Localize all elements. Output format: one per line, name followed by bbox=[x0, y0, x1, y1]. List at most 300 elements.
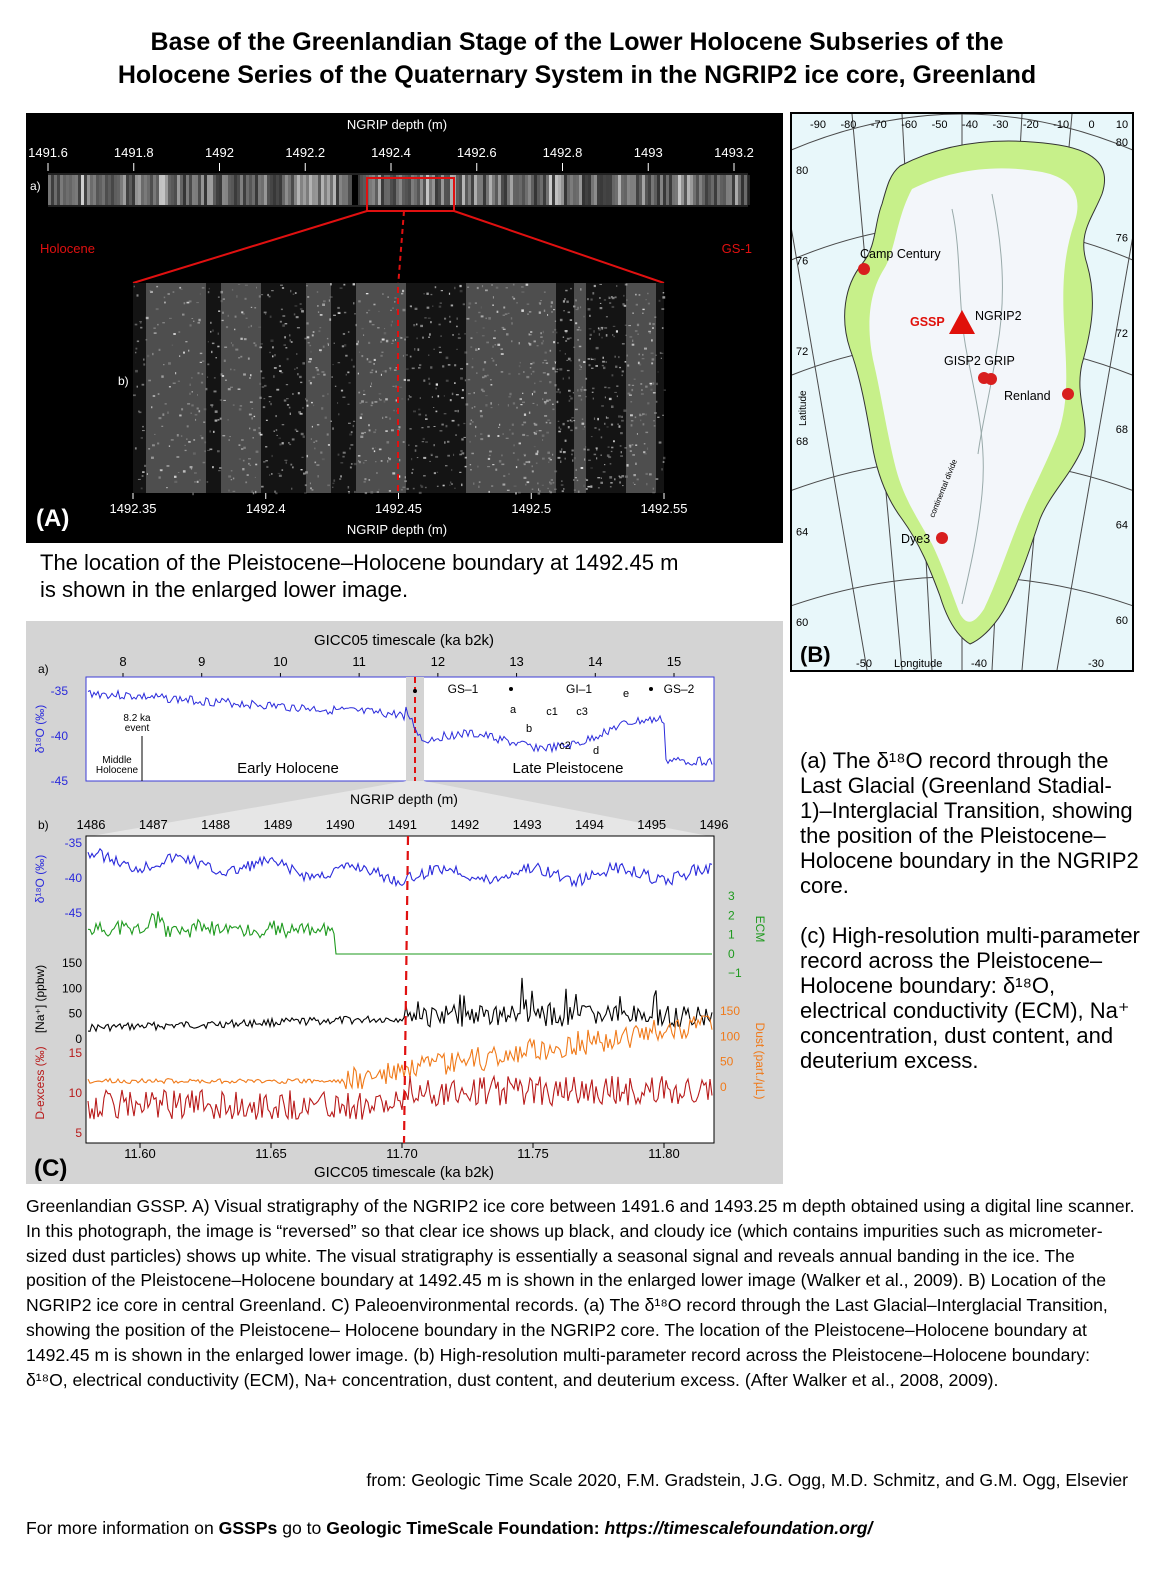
speckle bbox=[143, 363, 145, 365]
speckle bbox=[647, 402, 649, 404]
speckle bbox=[497, 311, 499, 313]
speckle bbox=[628, 384, 630, 385]
speckle bbox=[282, 469, 284, 471]
speckle bbox=[575, 409, 578, 410]
speckle bbox=[135, 352, 136, 354]
speckle bbox=[540, 336, 543, 338]
speckle bbox=[594, 454, 597, 456]
speckle bbox=[349, 434, 352, 436]
speckle bbox=[441, 424, 443, 426]
panel-a-top-tick: 1492 bbox=[205, 145, 234, 160]
speckle bbox=[255, 464, 257, 466]
speckle bbox=[298, 392, 300, 394]
speckle bbox=[528, 342, 529, 344]
speckle bbox=[200, 293, 201, 294]
speckle bbox=[524, 477, 527, 479]
speckle bbox=[266, 466, 268, 468]
speckle bbox=[241, 448, 243, 450]
speckle bbox=[534, 383, 535, 385]
chart-b-d18o-tick: -40 bbox=[64, 871, 82, 885]
strip-band bbox=[66, 175, 69, 205]
panel-c-bottom-ticks bbox=[124, 1143, 680, 1161]
speckle bbox=[358, 373, 359, 375]
speckle bbox=[223, 400, 226, 401]
speckle bbox=[542, 398, 543, 400]
panel-b-svg bbox=[792, 114, 1132, 670]
speckle bbox=[516, 302, 518, 303]
speckle bbox=[278, 473, 281, 474]
speckle bbox=[406, 369, 409, 370]
speckle bbox=[402, 487, 405, 489]
speckle bbox=[582, 386, 583, 388]
speckle bbox=[446, 425, 448, 427]
speckle bbox=[347, 372, 349, 374]
core-enlarged-bands bbox=[146, 283, 656, 493]
speckle bbox=[173, 333, 176, 335]
speckle bbox=[139, 321, 142, 322]
speckle bbox=[592, 388, 594, 390]
speckle bbox=[404, 480, 407, 482]
speckle bbox=[386, 340, 388, 343]
speckle bbox=[312, 377, 315, 379]
speckle bbox=[550, 350, 552, 352]
speckle bbox=[209, 288, 210, 290]
speckle bbox=[627, 365, 629, 367]
speckle bbox=[474, 406, 476, 408]
speckle bbox=[284, 336, 286, 338]
speckle bbox=[205, 388, 207, 390]
speckle bbox=[488, 435, 490, 437]
speckle bbox=[428, 378, 429, 380]
speckle bbox=[203, 462, 206, 464]
speckle bbox=[435, 456, 438, 458]
strip-band bbox=[615, 175, 618, 205]
speckle bbox=[309, 380, 311, 381]
speckle bbox=[480, 410, 482, 412]
speckle bbox=[432, 396, 433, 398]
marker-dot-3 bbox=[649, 687, 653, 691]
speckle bbox=[461, 397, 464, 399]
strip-band bbox=[480, 175, 483, 205]
chart-a-ytick: -40 bbox=[50, 729, 68, 743]
speckle bbox=[263, 406, 265, 408]
speckle bbox=[643, 451, 645, 453]
speckle bbox=[389, 458, 391, 460]
speckle bbox=[337, 402, 338, 403]
strip-band bbox=[597, 175, 600, 205]
speckle bbox=[644, 453, 647, 455]
speckle bbox=[608, 387, 611, 389]
speckle bbox=[310, 487, 312, 489]
strip-band bbox=[606, 175, 609, 205]
strip-band bbox=[225, 175, 228, 205]
speckle bbox=[598, 487, 600, 488]
speckle bbox=[420, 397, 421, 399]
speckle bbox=[547, 488, 549, 489]
strip-band bbox=[519, 175, 522, 205]
speckle bbox=[606, 316, 608, 317]
speckle bbox=[173, 383, 176, 385]
panel-a-top-axis-title: NGRIP depth (m) bbox=[346, 117, 448, 132]
speckle bbox=[214, 391, 217, 393]
speckle bbox=[259, 347, 262, 349]
strip-band bbox=[288, 175, 291, 205]
speckle bbox=[604, 387, 606, 389]
speckle bbox=[216, 357, 217, 358]
speckle bbox=[503, 307, 505, 309]
speckle bbox=[560, 391, 561, 393]
speckle bbox=[200, 362, 202, 363]
speckle bbox=[304, 338, 307, 340]
strip-band bbox=[711, 175, 714, 205]
speckle bbox=[612, 374, 614, 376]
enlarged-band bbox=[306, 283, 331, 493]
speckle bbox=[354, 491, 356, 493]
speckle bbox=[284, 460, 287, 461]
speckle bbox=[519, 443, 521, 445]
strip-band bbox=[60, 175, 63, 205]
speckle bbox=[342, 397, 345, 399]
strip-band bbox=[114, 175, 117, 205]
speckle bbox=[580, 329, 581, 331]
panel-a-bottom-ticks bbox=[110, 493, 688, 516]
speckle bbox=[370, 491, 373, 493]
panel-c-top-title: GICC05 timescale (ka b2k) bbox=[313, 632, 495, 649]
speckle bbox=[202, 287, 205, 289]
speckle bbox=[348, 491, 350, 492]
speckle bbox=[306, 322, 308, 324]
speckle bbox=[576, 300, 577, 301]
speckle bbox=[291, 341, 293, 343]
strip-band bbox=[189, 175, 192, 205]
panel-a-caption-line-1: The location of the Pleistocene–Holocene boundary at 1492.45 m bbox=[40, 550, 679, 575]
speckle bbox=[444, 441, 445, 443]
speckle bbox=[543, 340, 544, 342]
speckle bbox=[340, 475, 342, 477]
speckle bbox=[581, 390, 583, 392]
page-title bbox=[0, 26, 1154, 92]
speckle bbox=[649, 323, 651, 325]
speckle bbox=[269, 396, 272, 397]
speckle bbox=[453, 454, 454, 456]
speckle bbox=[365, 492, 367, 494]
speckle bbox=[497, 344, 500, 346]
speckle bbox=[274, 491, 276, 493]
speckle bbox=[225, 380, 227, 382]
speckle bbox=[322, 458, 325, 460]
speckle bbox=[518, 373, 520, 374]
speckle bbox=[281, 372, 284, 373]
panel-c-label: (C) bbox=[34, 1155, 68, 1182]
speckle bbox=[417, 457, 419, 458]
speckle bbox=[565, 290, 567, 292]
speckle bbox=[418, 367, 421, 368]
speckle bbox=[600, 307, 603, 309]
strip-band bbox=[735, 175, 738, 205]
dust-tick: 100 bbox=[720, 1029, 741, 1044]
speckle bbox=[513, 284, 515, 286]
speckle bbox=[158, 393, 160, 395]
speckle bbox=[570, 360, 572, 361]
speckle bbox=[328, 444, 330, 446]
speckle bbox=[486, 318, 487, 320]
speckle bbox=[411, 458, 412, 460]
strip-band bbox=[513, 175, 516, 205]
speckle bbox=[573, 306, 575, 308]
strip-band bbox=[363, 175, 366, 205]
speckle bbox=[651, 353, 654, 355]
speckle bbox=[314, 448, 315, 450]
speckle bbox=[529, 311, 531, 313]
speckle bbox=[492, 346, 494, 348]
speckle bbox=[372, 324, 375, 325]
speckle bbox=[433, 444, 435, 446]
speckle bbox=[597, 477, 600, 478]
speckle bbox=[343, 452, 346, 454]
speckle bbox=[565, 340, 567, 342]
speckle bbox=[622, 485, 624, 486]
speckle bbox=[568, 377, 570, 380]
speckle bbox=[207, 364, 209, 366]
speckle bbox=[623, 295, 625, 297]
speckle bbox=[435, 286, 437, 288]
speckle bbox=[195, 419, 196, 421]
speckle bbox=[210, 430, 211, 432]
speckle bbox=[632, 454, 635, 456]
speckle bbox=[536, 431, 538, 433]
speckle bbox=[304, 493, 307, 494]
speckle bbox=[448, 364, 451, 365]
speckle bbox=[584, 389, 587, 391]
speckle bbox=[598, 327, 599, 329]
speckle bbox=[279, 475, 282, 477]
speckle bbox=[557, 369, 559, 370]
speckle bbox=[318, 311, 319, 313]
speckle bbox=[572, 450, 574, 452]
speckle bbox=[539, 430, 542, 431]
speckle bbox=[200, 353, 203, 354]
speckle bbox=[330, 283, 332, 285]
speckle bbox=[565, 331, 567, 333]
speckle bbox=[146, 317, 149, 319]
speckle bbox=[663, 457, 665, 460]
speckle bbox=[193, 452, 196, 454]
panel-a-top-ticks bbox=[28, 145, 754, 171]
speckle bbox=[284, 400, 287, 402]
chart-b-d18o-tick: -35 bbox=[64, 836, 82, 850]
speckle bbox=[553, 341, 555, 343]
speckle bbox=[399, 459, 400, 461]
speckle bbox=[565, 458, 567, 460]
speckle bbox=[287, 404, 289, 406]
speckle bbox=[371, 383, 372, 385]
speckle bbox=[503, 329, 506, 330]
speckle bbox=[604, 423, 606, 425]
speckle bbox=[192, 318, 194, 319]
speckle bbox=[506, 287, 508, 289]
speckle bbox=[508, 373, 510, 375]
speckle bbox=[586, 479, 588, 481]
speckle bbox=[429, 333, 430, 335]
speckle bbox=[248, 463, 249, 465]
speckle bbox=[228, 315, 229, 317]
strip-band bbox=[408, 175, 411, 205]
speckle bbox=[506, 333, 509, 335]
speckle bbox=[597, 418, 599, 420]
strip-band bbox=[228, 175, 231, 205]
speckle bbox=[382, 339, 385, 341]
speckle bbox=[573, 479, 574, 480]
speckle bbox=[595, 365, 598, 367]
speckle bbox=[290, 290, 291, 292]
map-lat-right-tick: 76 bbox=[1115, 232, 1128, 245]
strip-band bbox=[717, 175, 720, 205]
speckle bbox=[338, 413, 339, 415]
speckle bbox=[160, 469, 163, 471]
speckle bbox=[147, 473, 148, 474]
speckle bbox=[630, 414, 633, 416]
speckle bbox=[601, 405, 604, 407]
speckle bbox=[379, 449, 382, 451]
speckle bbox=[425, 414, 426, 416]
speckle bbox=[209, 449, 212, 451]
speckle bbox=[432, 306, 433, 307]
strip-band bbox=[54, 175, 57, 205]
strip-band bbox=[540, 175, 543, 205]
strip-band bbox=[708, 175, 711, 205]
speckle bbox=[573, 347, 575, 348]
speckle bbox=[373, 431, 376, 433]
speckle bbox=[315, 462, 317, 464]
speckle bbox=[434, 426, 436, 427]
speckle bbox=[532, 465, 534, 467]
speckle bbox=[133, 394, 136, 396]
speckle bbox=[591, 359, 594, 360]
speckle bbox=[276, 415, 277, 417]
speckle bbox=[632, 344, 635, 346]
speckle bbox=[620, 432, 623, 434]
speckle bbox=[570, 397, 573, 399]
panel-a-caption bbox=[40, 549, 780, 603]
speckle bbox=[528, 461, 530, 463]
strip-band bbox=[657, 175, 660, 205]
speckle bbox=[522, 402, 525, 403]
speckle bbox=[376, 472, 378, 474]
strip-band bbox=[600, 175, 603, 205]
speckle bbox=[259, 295, 261, 297]
na-label: [Na⁺] (ppbw) bbox=[33, 964, 47, 1034]
strip-band bbox=[438, 175, 441, 205]
strip-band bbox=[444, 175, 447, 205]
speckle bbox=[429, 383, 431, 385]
chart-a-y-ticks bbox=[51, 684, 69, 788]
speckle bbox=[558, 431, 561, 433]
speckle bbox=[350, 444, 353, 445]
speckle bbox=[599, 429, 601, 431]
speckle bbox=[537, 483, 539, 485]
panel-b-label: (B) bbox=[800, 642, 831, 667]
speckle bbox=[576, 309, 579, 310]
speckle bbox=[481, 306, 482, 308]
source-credit: from: Geologic Time Scale 2020, F.M. Gradstein, J.G. Ogg, M.D. Schmitz, and G.M. Ogg, Elsevier bbox=[366, 1470, 1128, 1490]
speckle bbox=[465, 457, 467, 459]
speckle bbox=[503, 484, 506, 486]
dexcess-tick: 10 bbox=[68, 1086, 82, 1100]
speckle bbox=[226, 326, 228, 328]
speckle bbox=[190, 384, 191, 386]
strip-band bbox=[699, 175, 702, 205]
speckle bbox=[425, 487, 427, 488]
speckle bbox=[638, 334, 639, 335]
speckle bbox=[215, 410, 218, 413]
speckle bbox=[587, 298, 589, 300]
gi1-period: GI–1 bbox=[565, 682, 593, 696]
speckle bbox=[641, 370, 644, 372]
speckle bbox=[621, 451, 622, 453]
speckle bbox=[579, 365, 580, 367]
more-url-link[interactable]: https://timescalefoundation.org/ bbox=[604, 1518, 873, 1538]
speckle bbox=[364, 481, 366, 482]
speckle bbox=[358, 392, 360, 394]
speckle bbox=[485, 395, 487, 396]
speckle bbox=[460, 290, 463, 292]
speckle bbox=[613, 440, 615, 442]
strip-band bbox=[87, 175, 90, 205]
speckle bbox=[136, 348, 138, 350]
strip-band bbox=[426, 175, 429, 205]
strip-band bbox=[237, 175, 240, 205]
speckle bbox=[652, 358, 655, 360]
speckle bbox=[341, 390, 343, 392]
speckle bbox=[323, 300, 326, 302]
speckle bbox=[614, 478, 615, 480]
speckle bbox=[447, 455, 450, 457]
dust-tick: 50 bbox=[720, 1054, 734, 1069]
speckle bbox=[409, 428, 411, 429]
speckle bbox=[358, 455, 361, 457]
speckle bbox=[232, 344, 233, 346]
speckle bbox=[327, 433, 329, 435]
speckle bbox=[612, 306, 615, 308]
map-lat-left-tick: 76 bbox=[796, 255, 809, 268]
speckle bbox=[173, 291, 175, 293]
speckle bbox=[627, 355, 628, 357]
strip-band bbox=[642, 175, 645, 205]
strip-band bbox=[72, 175, 75, 205]
map-lon-tick: 10 bbox=[1115, 119, 1129, 131]
strip-band bbox=[585, 175, 588, 205]
speckle bbox=[375, 447, 376, 448]
map-lon-tick: -40 bbox=[962, 119, 978, 131]
panel-c-top-tick: 11 bbox=[352, 654, 366, 669]
strip-band bbox=[276, 175, 279, 205]
speckle bbox=[330, 296, 333, 298]
speckle bbox=[477, 287, 479, 289]
speckle bbox=[446, 380, 449, 382]
speckle bbox=[217, 346, 219, 348]
speckle bbox=[332, 376, 333, 378]
chart-b-d18o-tick: -45 bbox=[64, 906, 82, 920]
speckle bbox=[491, 384, 493, 385]
speckle bbox=[308, 342, 310, 343]
speckle bbox=[602, 361, 605, 363]
speckle bbox=[361, 400, 364, 402]
speckle bbox=[588, 460, 591, 461]
speckle bbox=[593, 398, 594, 400]
strip-band bbox=[672, 175, 675, 205]
map-lon-tick: -80 bbox=[840, 119, 857, 131]
panel-c-top-tick: 13 bbox=[509, 654, 524, 669]
